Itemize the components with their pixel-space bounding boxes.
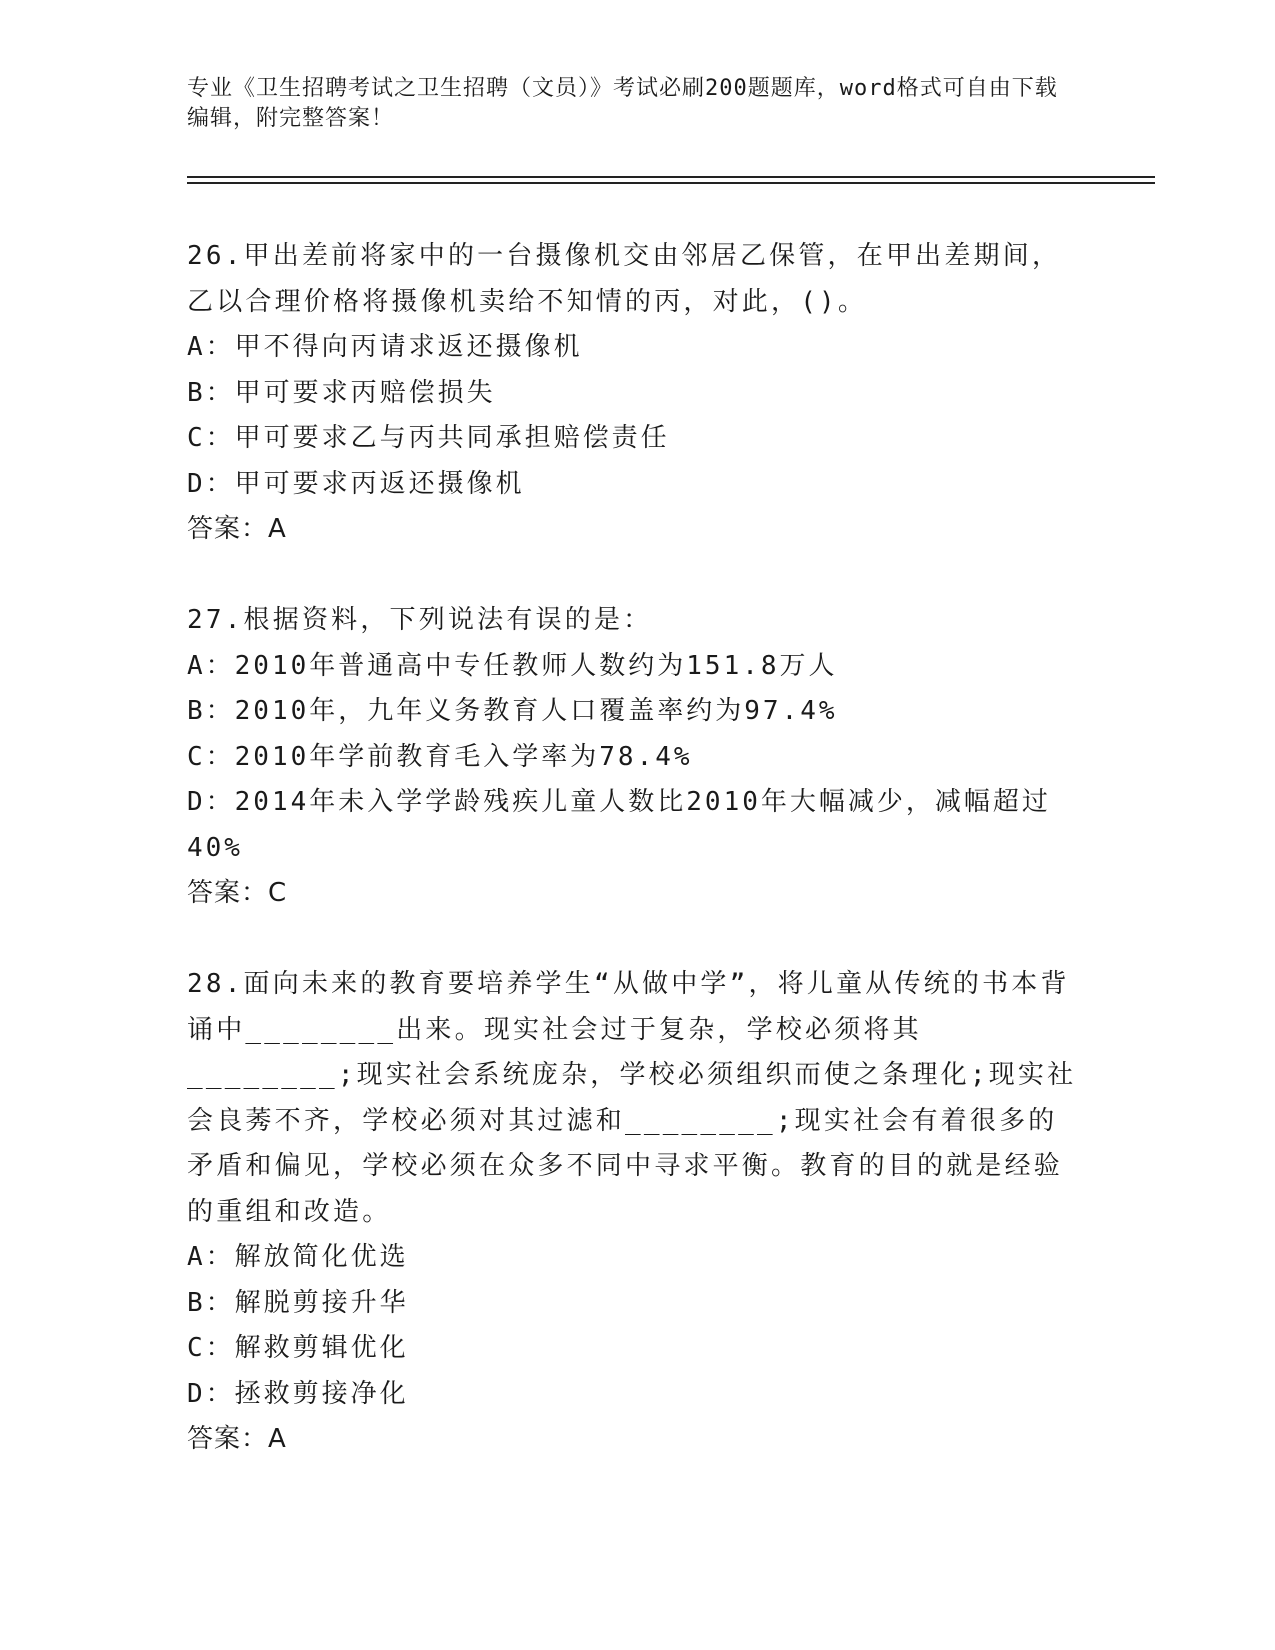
- answer-line: 答案：C: [187, 878, 288, 908]
- header-title: 专业《卫生招聘考试之卫生招聘（文员）》考试必刷200题题库，word格式可自由下载编辑，附完整答案！: [187, 76, 1058, 131]
- option-d: D：拯救剪接净化: [187, 1378, 409, 1409]
- header-divider-top: [187, 176, 1155, 178]
- option-c: C：甲可要求乙与丙共同承担赔偿责任: [187, 423, 670, 453]
- option-b: B：甲可要求丙赔偿损失: [187, 377, 496, 408]
- option-a: A：解放简化优选: [187, 1242, 409, 1272]
- option-a: A：2010年普通高中专任教师人数约为151.8万人: [187, 650, 838, 681]
- header-divider-bottom: [187, 182, 1155, 184]
- option-a: A：甲不得向丙请求返还摄像机: [187, 332, 583, 362]
- option-c: C：解救剪辑优化: [187, 1333, 409, 1363]
- answer-line: 答案：A: [187, 514, 287, 544]
- question-stem: 26.甲出差前将家中的一台摄像机交由邻居乙保管，在甲出差期间，乙以合理价格将摄像机卖给不知情的丙，对此，()。: [187, 241, 1062, 317]
- question-26: [187, 234, 1077, 553]
- answer-line: 答案：A: [187, 1424, 287, 1454]
- question-28: [187, 962, 1077, 1463]
- question-27: [187, 598, 1077, 917]
- question-stem: 28.面向未来的教育要培养学生“从做中学”，将儿童从传统的书本背诵中________出来。现实社会过于复杂，学校必须将其________;现实社会系统庞杂，学校必须组织而使之条理化;现实社会良莠不齐，学校必须对其过滤和________;现实社会有着很多的矛盾和偏见，学校必须在众多不同中寻求平衡。教育的目的就是经验的重组和改造。: [187, 969, 1077, 1227]
- question-stem: 27.根据资料，下列说法有误的是：: [187, 605, 653, 635]
- option-c: C：2010年学前教育毛入学率为78.4%: [187, 741, 693, 772]
- document-header: [187, 74, 1077, 134]
- option-b: B：2010年，九年义务教育人口覆盖率约为97.4%: [187, 696, 838, 726]
- option-b: B：解脱剪接升华: [187, 1287, 409, 1318]
- option-d: D：2014年未入学学龄残疾儿童人数比2010年大幅减少，减幅超过40%: [187, 787, 1051, 863]
- option-d: D：甲可要求丙返还摄像机: [187, 468, 525, 499]
